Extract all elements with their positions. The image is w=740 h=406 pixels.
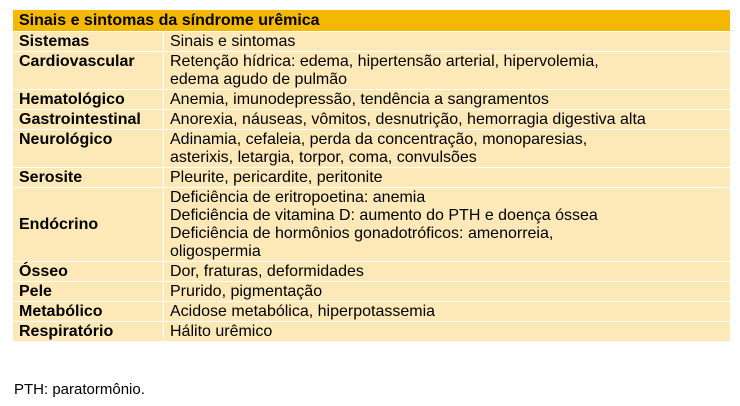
signs-line: Deficiência de hormônios gonadotróficos: amenorreia, [170, 225, 554, 242]
system-cell: Hematológico [13, 90, 164, 110]
signs-line: Prurido, pigmentação [170, 283, 323, 300]
signs-line: oligospermia [170, 243, 261, 260]
table-header-row [13, 32, 731, 52]
signs-cell [164, 130, 731, 168]
signs-cell [164, 52, 731, 90]
table-title: Sinais e sintomas da síndrome urêmica [13, 10, 731, 32]
signs-line: Deficiência de eritropoetina: anemia [170, 189, 426, 206]
signs-cell [164, 90, 731, 110]
table-row [13, 168, 731, 188]
system-cell: Neurológico [13, 130, 164, 168]
column-header-signs: Sinais e sintomas [164, 32, 731, 52]
signs-line: Adinamia, cefaleia, perda da concentração, monoparesias, [170, 131, 588, 148]
system-cell: Cardiovascular [13, 52, 164, 90]
system-cell: Pele [13, 282, 164, 302]
signs-line: edema agudo de pulmão [170, 71, 348, 88]
system-cell: Metabólico [13, 302, 164, 322]
signs-line: Anemia, imunodepressão, tendência a sangramentos [170, 91, 549, 108]
signs-cell [164, 262, 731, 282]
symptoms-table [12, 9, 731, 342]
signs-line: Pleurite, pericardite, peritonite [170, 169, 383, 186]
table-row [13, 322, 731, 342]
signs-line: asterixis, letargia, torpor, coma, convulsões [170, 149, 477, 166]
table-row [13, 90, 731, 110]
signs-line: Hálito urêmico [170, 323, 273, 340]
signs-line: Deficiência de vitamina D: aumento do PTH e doença óssea [170, 207, 598, 224]
system-cell: Ósseo [13, 262, 164, 282]
table-row [13, 130, 731, 168]
signs-cell [164, 188, 731, 262]
system-cell: Gastrointestinal [13, 110, 164, 130]
signs-line: Dor, fraturas, deformidades [170, 263, 364, 280]
signs-cell [164, 168, 731, 188]
table-row [13, 110, 731, 130]
table-row [13, 302, 731, 322]
table-row [13, 262, 731, 282]
signs-cell [164, 302, 731, 322]
signs-cell [164, 110, 731, 130]
signs-cell [164, 322, 731, 342]
system-cell: Respiratório [13, 322, 164, 342]
signs-line: Acidose metabólica, hiperpotassemia [170, 303, 436, 320]
column-header-systems: Sistemas [13, 32, 164, 52]
signs-line: Retenção hídrica: edema, hipertensão arterial, hipervolemia, [170, 53, 599, 70]
signs-line: Anorexia, náuseas, vômitos, desnutrição, hemorragia digestiva alta [170, 111, 646, 128]
system-cell: Endócrino [13, 188, 164, 262]
table-row [13, 188, 731, 262]
table-row [13, 52, 731, 90]
footnote: PTH: paratormônio. [14, 381, 145, 398]
signs-cell [164, 282, 731, 302]
system-cell: Serosite [13, 168, 164, 188]
table-title-row [13, 10, 731, 32]
table-row [13, 282, 731, 302]
